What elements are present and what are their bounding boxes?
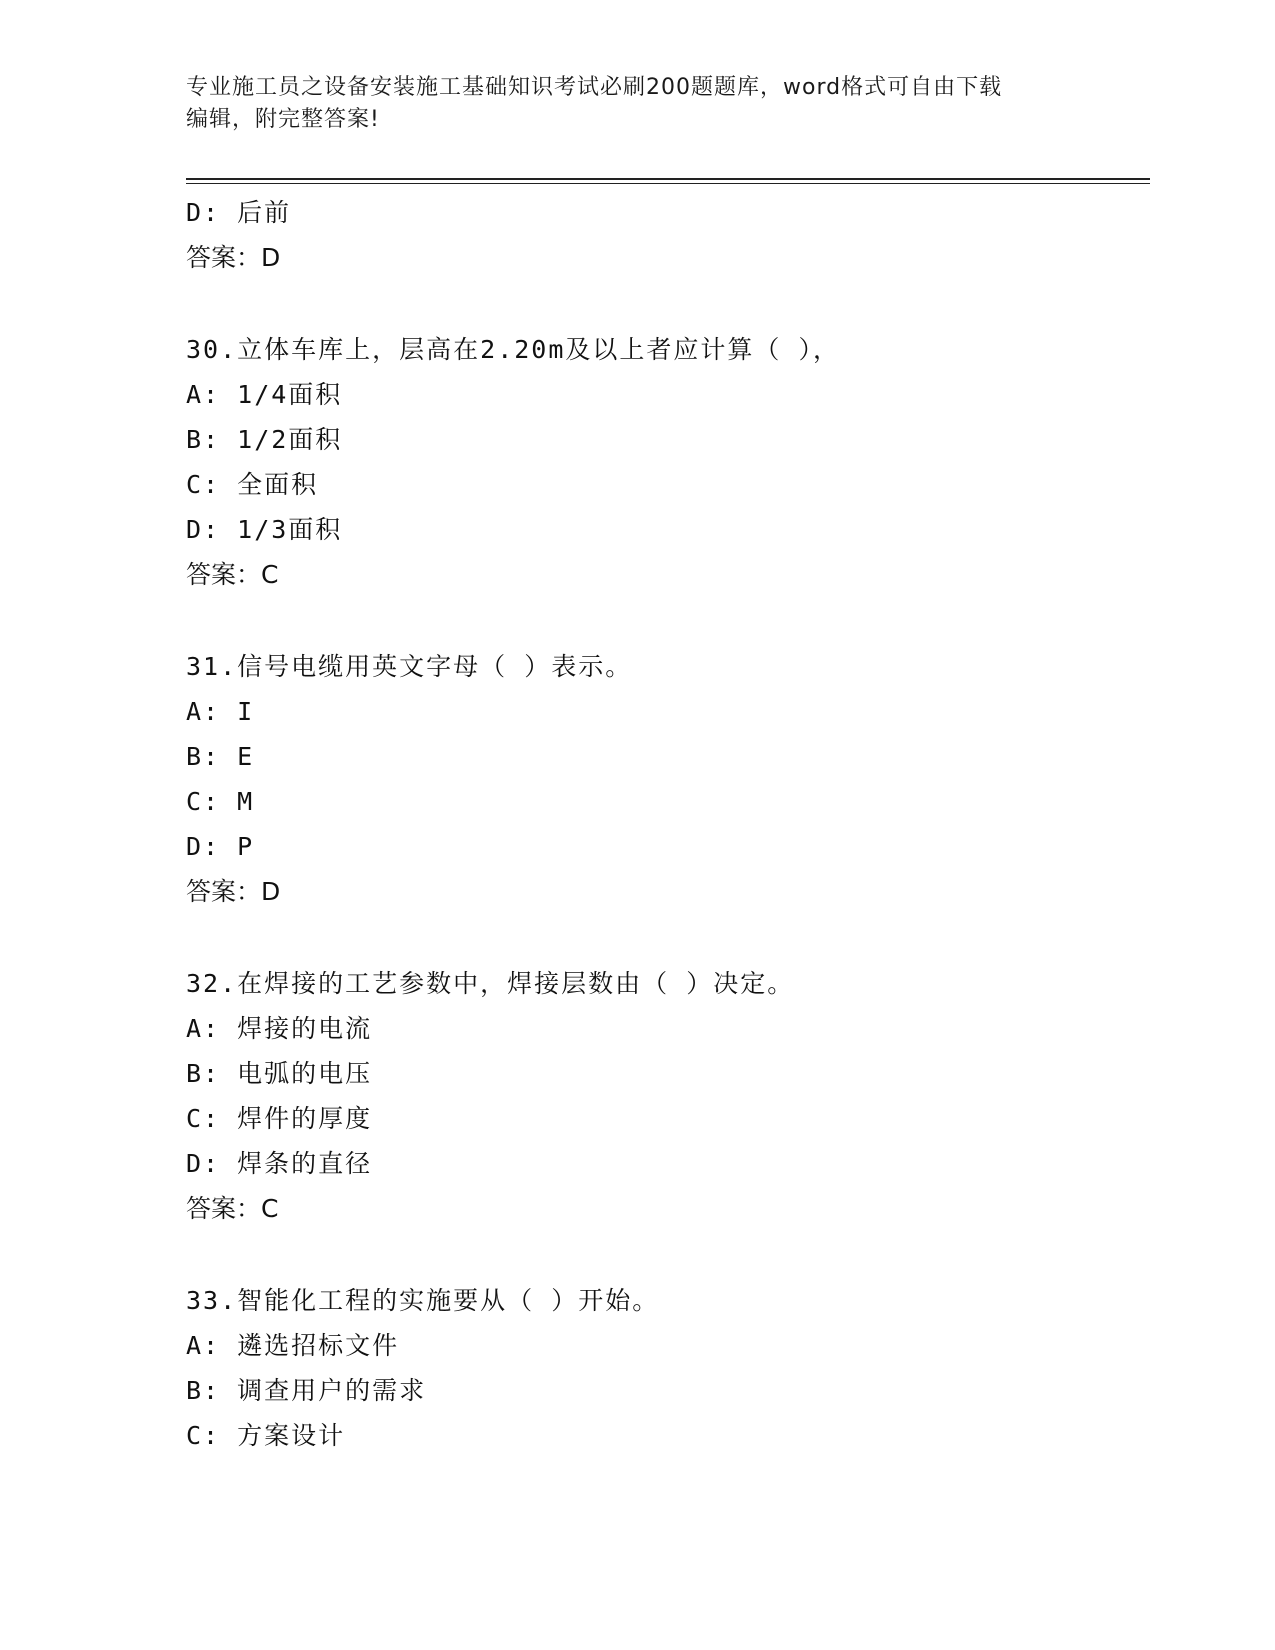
document-header xyxy=(186,72,1086,136)
option-c: C: 焊件的厚度 xyxy=(186,1104,373,1133)
question-stem: 33.智能化工程的实施要从（ ）开始。 xyxy=(186,1286,660,1315)
answer-line: 答案：D xyxy=(186,243,281,272)
document-body xyxy=(186,190,1146,1458)
header-divider-thin xyxy=(186,183,1150,184)
option-d: D: 焊条的直径 xyxy=(186,1149,373,1178)
question-stem: 31.信号电缆用英文字母（ ）表示。 xyxy=(186,652,633,681)
question-fragment xyxy=(186,190,1146,280)
answer-line: 答案：C xyxy=(186,560,279,589)
header-title-line-1: 专业施工员之设备安装施工基础知识考试必刷200题题库，word格式可自由下载 xyxy=(186,75,1003,100)
option-d: D: 1/3面积 xyxy=(186,515,343,544)
question-stem: 32.在焊接的工艺参数中，焊接层数由（ ）决定。 xyxy=(186,969,795,998)
option-c: C: M xyxy=(186,787,255,816)
answer-line: 答案：D xyxy=(186,877,281,906)
option-d: D: 后前 xyxy=(186,198,292,227)
option-c: C: 全面积 xyxy=(186,470,319,499)
option-a: A: I xyxy=(186,697,255,726)
header-divider-thick xyxy=(186,178,1150,180)
question-33 xyxy=(186,1278,1146,1458)
option-c: C: 方案设计 xyxy=(186,1421,346,1450)
option-a: A: 遴选招标文件 xyxy=(186,1331,400,1360)
question-30 xyxy=(186,327,1146,597)
question-stem: 30.立体车库上，层高在2.20m及以上者应计算（ ）， xyxy=(186,335,840,364)
option-b: B: 1/2面积 xyxy=(186,425,343,454)
option-d: D: P xyxy=(186,832,255,861)
option-a: A: 焊接的电流 xyxy=(186,1014,373,1043)
option-b: B: 电弧的电压 xyxy=(186,1059,373,1088)
header-title-line-2: 编辑，附完整答案! xyxy=(186,107,380,132)
question-32 xyxy=(186,961,1146,1231)
question-31 xyxy=(186,644,1146,914)
option-a: A: 1/4面积 xyxy=(186,380,343,409)
option-b: B: 调查用户的需求 xyxy=(186,1376,427,1405)
answer-line: 答案：C xyxy=(186,1194,279,1223)
option-b: B: E xyxy=(186,742,255,771)
